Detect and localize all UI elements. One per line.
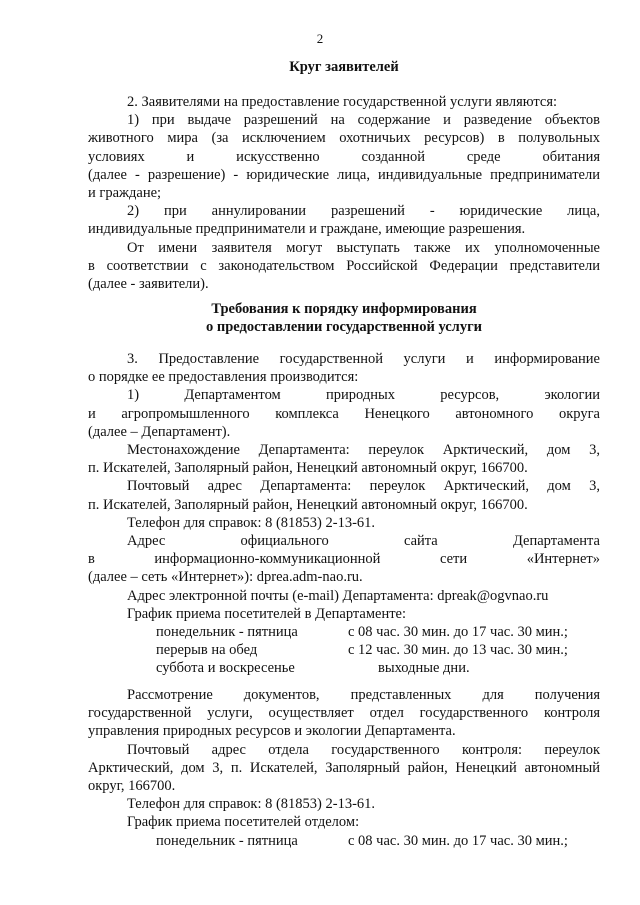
p4-line-1: Рассмотрение документов, представленных для получения — [127, 687, 600, 703]
p3-line-11: Адрес официального сайта Департамента — [127, 533, 600, 550]
p3-line-6: Местонахождение Департамента: переулок Арктический, дом 3, — [127, 442, 600, 459]
p2-line-8: индивидуальные предприниматели и граждане, имеющие разрешения. — [88, 221, 526, 238]
schedule-time: с 08 час. 30 мин. до 17 час. 30 мин.; — [348, 624, 568, 640]
schedule-day: суббота и воскресенье — [156, 660, 295, 677]
p4-line-5: Арктический, дом 3, п. Искателей, Заполярный район, Ненецкий автономный — [88, 759, 600, 776]
paragraph-4 — [88, 686, 600, 832]
schedule-day: понедельник - пятница — [156, 624, 298, 640]
p4-line-2: государственной услуги, осуществляет отдел государственного контроля — [88, 705, 600, 722]
p3-line-14: Адрес электронной почты (e-mail) Департамента: dpreak@ogvnao.ru — [127, 587, 549, 604]
schedule-time: выходные дни. — [378, 660, 470, 677]
schedule-time: с 08 час. 30 мин. до 17 час. 30 мин.; — [348, 833, 568, 849]
p2-line-2: 1) при выдаче разрешений на содержание и разведение объектов — [127, 112, 600, 129]
schedule-control-department — [88, 832, 600, 850]
p2-line-3: животного мира (за исключением охотничьих ресурсов) в полувольных — [88, 130, 600, 147]
heading-applicants: Круг заявителей — [289, 59, 399, 75]
p3-line-5: (далее – Департамент). — [88, 423, 231, 440]
p3-line-2: о порядке ее предоставления производится: — [88, 369, 359, 386]
p2-line-7: 2) при аннулировании разрешений - юридические лица, — [127, 203, 600, 220]
p3-line-3: 1) Департаментом природных ресурсов, экологии — [127, 387, 600, 404]
p4-line-6: округ, 166700. — [88, 778, 176, 795]
schedule-day: понедельник - пятница — [156, 833, 298, 849]
p4-line-8: График приема посетителей отделом: — [127, 814, 360, 831]
heading-informing-line-2: о предоставлении государственной услуги — [205, 319, 483, 336]
p3-line-10: Телефон для справок: 8 (81853) 2-13-61. — [127, 514, 376, 531]
p3-line-9: п. Искателей, Заполярный район, Ненецкий автономный округ, 166700. — [88, 496, 528, 513]
p3-line-1: 3. Предоставление государственной услуги и информирование — [127, 351, 600, 367]
heading-informing — [88, 300, 600, 336]
p2-line-6: и граждане; — [88, 185, 162, 202]
schedule-row — [88, 832, 600, 850]
p4-line-3: управления природных ресурсов и экологии Департамента. — [88, 723, 456, 740]
paragraph-3 — [88, 350, 600, 623]
p2-line-11: (далее - заявители). — [88, 276, 209, 293]
p3-line-12: в информационно-коммуникационной сети «Интернет» — [88, 551, 600, 568]
schedule-time: с 12 час. 30 мин. до 13 час. 30 мин.; — [348, 642, 568, 659]
p2-line-9: От имени заявителя могут выступать также их уполномоченные — [127, 239, 600, 256]
p3-line-15: График приема посетителей в Департаменте: — [127, 605, 407, 622]
p2-line-4: условиях и искусственно созданной среде обитания — [88, 148, 600, 165]
schedule-day: перерыв на обед — [156, 642, 258, 659]
p3-line-7: п. Искателей, Заполярный район, Ненецкий автономный округ, 166700. — [88, 460, 528, 477]
schedule-row — [88, 641, 600, 659]
schedule-row — [88, 623, 600, 641]
schedule-row — [88, 659, 600, 677]
p4-line-4: Почтовый адрес отдела государственного контроля: переулок — [127, 741, 600, 758]
p2-line-5: (далее - разрешение) - юридические лица, индивидуальные предприниматели — [88, 166, 600, 183]
p2-line-10: в соответствии с законодательством Российской Федерации представители — [88, 257, 600, 274]
paragraph-2 — [88, 93, 600, 293]
p3-line-13: (далее – сеть «Интернет»): dprea.adm-nao.ru. — [88, 569, 363, 586]
heading-informing-line-1: Требования к порядку информирования — [211, 301, 477, 317]
p4-line-7: Телефон для справок: 8 (81853) 2-13-61. — [127, 796, 376, 813]
p3-line-4: и агропромышленного комплекса Ненецкого автономного округа — [88, 405, 600, 422]
page-number: 2 — [316, 31, 324, 46]
p3-line-8: Почтовый адрес Департамента: переулок Арктический, дом 3, — [127, 478, 600, 495]
p2-line-1: 2. Заявителями на предоставление государственной услуги являются: — [127, 94, 558, 110]
schedule-department — [88, 623, 600, 678]
